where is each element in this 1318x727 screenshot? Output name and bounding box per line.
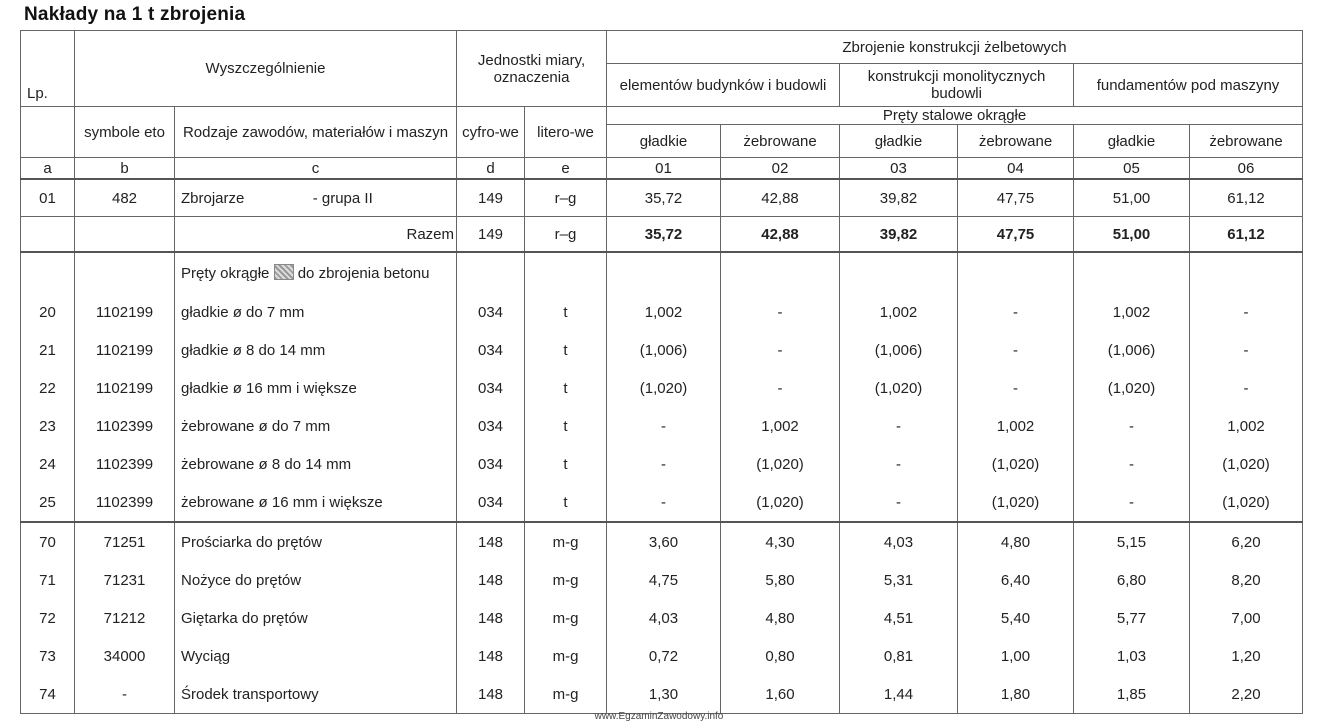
total-lp bbox=[21, 217, 75, 253]
table-row bbox=[21, 445, 1303, 483]
row-value: 4,03 bbox=[840, 522, 958, 561]
row-value: 1,20 bbox=[1190, 637, 1303, 675]
row-value: 1,002 bbox=[1190, 407, 1303, 445]
header-prety: Pręty stalowe okrągłe bbox=[607, 107, 1303, 125]
row-value: 4,30 bbox=[721, 522, 840, 561]
table-row bbox=[21, 179, 1303, 217]
table-row bbox=[21, 331, 1303, 369]
total-value: 42,88 bbox=[721, 217, 840, 253]
row-unit-digit: 034 bbox=[457, 407, 525, 445]
row-value: 1,002 bbox=[840, 293, 958, 331]
materials-body bbox=[21, 293, 1303, 522]
row-value: 51,00 bbox=[1074, 179, 1190, 217]
row-lp: 71 bbox=[21, 561, 75, 599]
header-zebrowane-3: żebrowane bbox=[1190, 125, 1303, 158]
row-value: 6,40 bbox=[958, 561, 1074, 599]
empty-cell bbox=[457, 252, 525, 293]
row-value: 7,00 bbox=[1190, 599, 1303, 637]
row-value: (1,020) bbox=[958, 483, 1074, 522]
row-value: 47,75 bbox=[958, 179, 1074, 217]
row-value: 1,002 bbox=[1074, 293, 1190, 331]
column-letter: a bbox=[21, 158, 75, 180]
row-lp: 70 bbox=[21, 522, 75, 561]
row-unit-digit: 034 bbox=[457, 293, 525, 331]
empty-cell bbox=[721, 252, 840, 293]
checkbox-icon bbox=[274, 264, 294, 280]
row-unit-digit: 148 bbox=[457, 599, 525, 637]
row-value: - bbox=[840, 445, 958, 483]
row-value: 4,03 bbox=[607, 599, 721, 637]
header-elementow: elementów budynków i budowli bbox=[607, 64, 840, 107]
row-value: - bbox=[721, 369, 840, 407]
page-title: Nakłady na 1 t zbrojenia bbox=[24, 4, 246, 25]
row-unit-letter: m-g bbox=[525, 599, 607, 637]
total-unit-letter: r–g bbox=[525, 217, 607, 253]
row-value: (1,020) bbox=[721, 483, 840, 522]
row-value: - bbox=[1190, 331, 1303, 369]
table-row bbox=[21, 483, 1303, 522]
row-unit-digit: 149 bbox=[457, 179, 525, 217]
row-value: - bbox=[1190, 293, 1303, 331]
row-value: 1,002 bbox=[607, 293, 721, 331]
row-value: 1,60 bbox=[721, 675, 840, 714]
row-value: 2,20 bbox=[1190, 675, 1303, 714]
row-name: gładkie ø 16 mm i większe bbox=[175, 369, 457, 407]
row-value: 6,20 bbox=[1190, 522, 1303, 561]
column-letters-row bbox=[21, 158, 1303, 180]
header-zebrowane-2: żebrowane bbox=[958, 125, 1074, 158]
row-value: 4,80 bbox=[721, 599, 840, 637]
row-value: 0,80 bbox=[721, 637, 840, 675]
row-symbol: 34000 bbox=[75, 637, 175, 675]
row-name: Środek transportowy bbox=[175, 675, 457, 714]
row-symbol: - bbox=[75, 675, 175, 714]
materials-head-row bbox=[21, 252, 1303, 293]
table-row bbox=[21, 675, 1303, 714]
materials-head-symbol bbox=[75, 252, 175, 293]
row-value: 5,15 bbox=[1074, 522, 1190, 561]
row-name: żebrowane ø do 7 mm bbox=[175, 407, 457, 445]
row-symbol: 71231 bbox=[75, 561, 175, 599]
row-value: 4,80 bbox=[958, 522, 1074, 561]
row-value: - bbox=[958, 369, 1074, 407]
row-value: 39,82 bbox=[840, 179, 958, 217]
column-letter: b bbox=[75, 158, 175, 180]
materials-head-lp bbox=[21, 252, 75, 293]
row-value: 3,60 bbox=[607, 522, 721, 561]
header-zebrowane-1: żebrowane bbox=[721, 125, 840, 158]
column-letter: d bbox=[457, 158, 525, 180]
row-unit-digit: 148 bbox=[457, 675, 525, 714]
row-unit-letter: m-g bbox=[525, 675, 607, 714]
column-letter: c bbox=[175, 158, 457, 180]
column-letter: 05 bbox=[1074, 158, 1190, 180]
row-value: 1,002 bbox=[721, 407, 840, 445]
row-value: - bbox=[958, 331, 1074, 369]
row-lp: 23 bbox=[21, 407, 75, 445]
row-lp: 25 bbox=[21, 483, 75, 522]
row-name: Giętarka do prętów bbox=[175, 599, 457, 637]
row-value: - bbox=[607, 445, 721, 483]
empty-cell bbox=[525, 252, 607, 293]
row-value: (1,006) bbox=[840, 331, 958, 369]
row-value: - bbox=[958, 293, 1074, 331]
row-unit-letter: t bbox=[525, 445, 607, 483]
row-unit-digit: 034 bbox=[457, 331, 525, 369]
total-unit-digit: 149 bbox=[457, 217, 525, 253]
row-value: (1,020) bbox=[1190, 483, 1303, 522]
row-value: 5,80 bbox=[721, 561, 840, 599]
row-lp: 72 bbox=[21, 599, 75, 637]
row-value: 1,002 bbox=[958, 407, 1074, 445]
row-value: 5,77 bbox=[1074, 599, 1190, 637]
total-value: 35,72 bbox=[607, 217, 721, 253]
table-row bbox=[21, 561, 1303, 599]
row-value: (1,006) bbox=[1074, 331, 1190, 369]
total-value: 51,00 bbox=[1074, 217, 1190, 253]
total-row bbox=[21, 217, 1303, 253]
row-unit-digit: 148 bbox=[457, 561, 525, 599]
materials-head-after: do zbrojenia betonu bbox=[297, 265, 430, 282]
header-gladkie-2: gładkie bbox=[840, 125, 958, 158]
row-value: (1,020) bbox=[1074, 369, 1190, 407]
row-value: 5,31 bbox=[840, 561, 958, 599]
total-value: 39,82 bbox=[840, 217, 958, 253]
row-symbol: 1102399 bbox=[75, 445, 175, 483]
footer-watermark: www.EgzaminZawodowy.info bbox=[594, 711, 724, 722]
materials-head-before: Pręty okrągłe bbox=[181, 265, 270, 282]
row-value: - bbox=[1074, 407, 1190, 445]
row-value: 42,88 bbox=[721, 179, 840, 217]
row-unit-letter: t bbox=[525, 407, 607, 445]
column-letter: 02 bbox=[721, 158, 840, 180]
row-value: - bbox=[1190, 369, 1303, 407]
header-cyfrowe: cyfro-we bbox=[457, 107, 525, 158]
row-value: - bbox=[721, 331, 840, 369]
row-value: (1,020) bbox=[840, 369, 958, 407]
empty-cell bbox=[1190, 252, 1303, 293]
total-symbol bbox=[75, 217, 175, 253]
row-symbol: 482 bbox=[75, 179, 175, 217]
header-lp: Lp. bbox=[21, 31, 75, 107]
row-symbol: 1102199 bbox=[75, 331, 175, 369]
row-lp: 74 bbox=[21, 675, 75, 714]
row-unit-digit: 034 bbox=[457, 445, 525, 483]
table-row bbox=[21, 293, 1303, 331]
row-value: 1,85 bbox=[1074, 675, 1190, 714]
row-value: - bbox=[607, 407, 721, 445]
row-unit-letter: t bbox=[525, 369, 607, 407]
row-symbol: 71251 bbox=[75, 522, 175, 561]
row-value: - bbox=[1074, 445, 1190, 483]
row-name: Wyciąg bbox=[175, 637, 457, 675]
row-unit-digit: 034 bbox=[457, 483, 525, 522]
row-name: gładkie ø 8 do 14 mm bbox=[175, 331, 457, 369]
table-row bbox=[21, 522, 1303, 561]
row-name: gładkie ø do 7 mm bbox=[175, 293, 457, 331]
empty-cell bbox=[607, 252, 721, 293]
header-jednostki: Jednostki miary, oznaczenia bbox=[457, 31, 607, 107]
row-value: 5,40 bbox=[958, 599, 1074, 637]
row-value: 0,72 bbox=[607, 637, 721, 675]
row-value: 8,20 bbox=[1190, 561, 1303, 599]
table-row bbox=[21, 637, 1303, 675]
row-value: (1,020) bbox=[1190, 445, 1303, 483]
header-symbole: symbole eto bbox=[75, 107, 175, 158]
header-zbrojenie: Zbrojenie konstrukcji żelbetowych bbox=[607, 31, 1303, 64]
column-letter: 04 bbox=[958, 158, 1074, 180]
row-lp: 21 bbox=[21, 331, 75, 369]
row-value: (1,020) bbox=[607, 369, 721, 407]
labour-group: - grupa II bbox=[312, 189, 373, 207]
row-value: - bbox=[607, 483, 721, 522]
labour-name: Zbrojarze bbox=[181, 189, 245, 207]
table-row bbox=[21, 407, 1303, 445]
header-rodzaje: Rodzaje zawodów, materiałów i maszyn bbox=[175, 107, 457, 158]
row-symbol: 1102399 bbox=[75, 483, 175, 522]
row-name: Nożyce do prętów bbox=[175, 561, 457, 599]
empty-cell bbox=[958, 252, 1074, 293]
row-value: 6,80 bbox=[1074, 561, 1190, 599]
row-value: - bbox=[721, 293, 840, 331]
header-gladkie-1: gładkie bbox=[607, 125, 721, 158]
header-gladkie-3: gładkie bbox=[1074, 125, 1190, 158]
row-value: 1,80 bbox=[958, 675, 1074, 714]
row-value: 4,51 bbox=[840, 599, 958, 637]
row-value: (1,020) bbox=[721, 445, 840, 483]
row-unit-digit: 148 bbox=[457, 637, 525, 675]
table-row bbox=[21, 599, 1303, 637]
row-value: - bbox=[840, 407, 958, 445]
total-label: Razem bbox=[175, 217, 457, 253]
header-wyszczegolnienie: Wyszczególnienie bbox=[75, 31, 457, 107]
row-lp: 22 bbox=[21, 369, 75, 407]
materials-head-label bbox=[175, 252, 457, 293]
row-value: 1,00 bbox=[958, 637, 1074, 675]
row-unit-letter: t bbox=[525, 331, 607, 369]
total-value: 61,12 bbox=[1190, 217, 1303, 253]
row-unit-letter: t bbox=[525, 483, 607, 522]
column-letter: 06 bbox=[1190, 158, 1303, 180]
row-value: 1,30 bbox=[607, 675, 721, 714]
norms-table bbox=[20, 30, 1303, 714]
header-literowe: litero-we bbox=[525, 107, 607, 158]
table-row bbox=[21, 369, 1303, 407]
row-value: 4,75 bbox=[607, 561, 721, 599]
row-unit-digit: 148 bbox=[457, 522, 525, 561]
row-symbol: 1102199 bbox=[75, 369, 175, 407]
empty-cell bbox=[1074, 252, 1190, 293]
row-unit-letter: t bbox=[525, 293, 607, 331]
column-letter: e bbox=[525, 158, 607, 180]
header-fundamentow: fundamentów pod maszyny bbox=[1074, 64, 1303, 107]
row-unit-digit: 034 bbox=[457, 369, 525, 407]
row-unit-letter: m-g bbox=[525, 522, 607, 561]
row-lp: 73 bbox=[21, 637, 75, 675]
row-value: 0,81 bbox=[840, 637, 958, 675]
row-name: żebrowane ø 8 do 14 mm bbox=[175, 445, 457, 483]
row-unit-letter: m-g bbox=[525, 637, 607, 675]
row-unit-letter: r–g bbox=[525, 179, 607, 217]
machines-body bbox=[21, 522, 1303, 714]
header-konstrukcji: konstrukcji monolitycznych budowli bbox=[840, 64, 1074, 107]
row-value: (1,020) bbox=[958, 445, 1074, 483]
row-lp: 20 bbox=[21, 293, 75, 331]
row-name: Prościarka do prętów bbox=[175, 522, 457, 561]
row-value: 35,72 bbox=[607, 179, 721, 217]
row-value: - bbox=[840, 483, 958, 522]
row-value: - bbox=[1074, 483, 1190, 522]
row-value: 61,12 bbox=[1190, 179, 1303, 217]
column-letter: 03 bbox=[840, 158, 958, 180]
total-value: 47,75 bbox=[958, 217, 1074, 253]
row-name bbox=[175, 179, 457, 217]
row-value: (1,006) bbox=[607, 331, 721, 369]
row-symbol: 1102199 bbox=[75, 293, 175, 331]
row-value: 1,44 bbox=[840, 675, 958, 714]
row-unit-letter: m-g bbox=[525, 561, 607, 599]
row-lp: 24 bbox=[21, 445, 75, 483]
row-lp: 01 bbox=[21, 179, 75, 217]
row-name: żebrowane ø 16 mm i większe bbox=[175, 483, 457, 522]
column-letter: 01 bbox=[607, 158, 721, 180]
row-symbol: 71212 bbox=[75, 599, 175, 637]
header-lp-cont bbox=[21, 107, 75, 158]
row-value: 1,03 bbox=[1074, 637, 1190, 675]
row-symbol: 1102399 bbox=[75, 407, 175, 445]
empty-cell bbox=[840, 252, 958, 293]
